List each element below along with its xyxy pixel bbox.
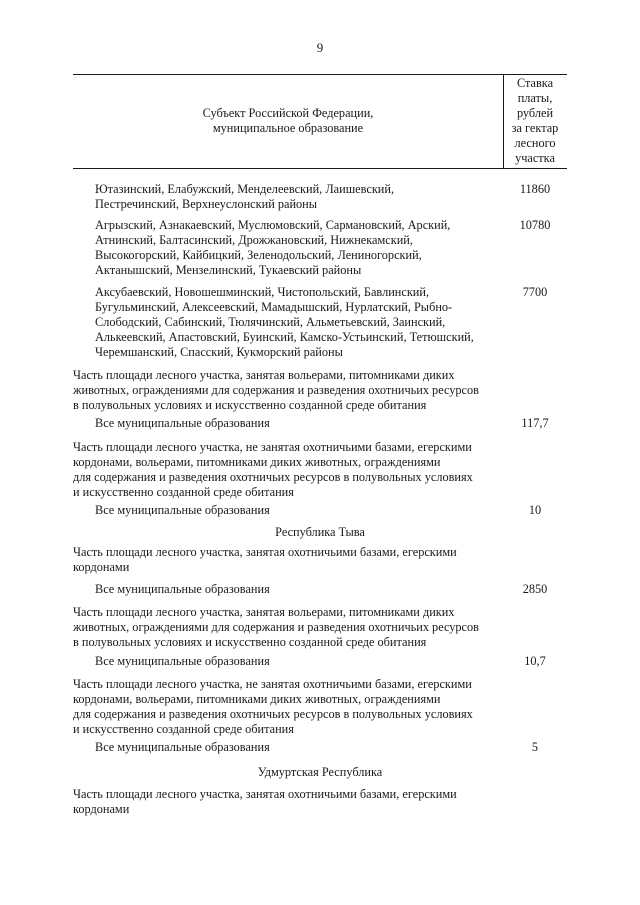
municipal-entity-line: Аксубаевский, Новошешминский, Чистопольский, Бавлинский, (95, 285, 430, 299)
subject-heading: Республика Тыва (275, 525, 365, 539)
category-description-line: кордонами (73, 560, 130, 574)
rate-value: 2850 (522, 582, 548, 596)
category-description (73, 677, 503, 737)
municipal-entity-line: Черемшанский, Спасский, Кукморский районы (95, 345, 343, 359)
column-header-rate-line: рублей (516, 106, 554, 120)
municipal-entity-line: Актанышский, Мензелинский, Тукаевский районы (95, 263, 362, 277)
category-description (73, 545, 503, 575)
category-description-line: животных, ограждениями для содержания и разведения охотничьих ресурсов (73, 620, 479, 634)
category-description (73, 605, 503, 650)
municipal-entity-line: Агрызский, Азнакаевский, Муслюмовский, Сармановский, Арский, (95, 218, 451, 232)
category-description-line: и искусственно созданной среде обитания (73, 485, 294, 499)
category-description (73, 368, 503, 413)
category-description-line: Часть площади лесного участка, занятая охотничьими базами, егерскими (73, 545, 457, 559)
municipal-entity-line: Пестречинский, Верхнеуслонский районы (95, 197, 318, 211)
municipal-entity-line: Бугульминский, Алексеевский, Мамадышский, Нурлатский, Рыбно- (95, 300, 453, 314)
rate-value: 11860 (519, 182, 551, 196)
municipal-entity-name (95, 416, 495, 431)
category-description (73, 440, 503, 500)
municipal-entity-name (95, 740, 495, 755)
column-header-rate-line: за гектар (511, 121, 559, 135)
municipal-entity-line: Атнинский, Балтасинский, Дрожжановский, Нижнекамский, (95, 233, 413, 247)
municipal-entity-line: Все муниципальные образования (95, 654, 270, 668)
municipal-entity-line: Алькеевский, Апастовский, Буинский, Камско-Устьинский, Тетюшский, (95, 330, 474, 344)
municipal-entity-name (95, 218, 495, 278)
category-description-line: для содержания и разведения охотничьих ресурсов в полувольных условиях (73, 707, 473, 721)
category-description-line: и искусственно созданной среде обитания (73, 722, 294, 736)
category-description-line: Часть площади лесного участка, занятая охотничьими базами, егерскими (73, 787, 457, 801)
municipal-entity-line: Все муниципальные образования (95, 582, 270, 596)
category-description-line: Часть площади лесного участка, занятая вольерами, питомниками диких (73, 605, 455, 619)
municipal-entity-line: Ютазинский, Елабужский, Менделеевский, Лаишевский, (95, 182, 395, 196)
category-description (73, 787, 503, 817)
column-header-rate-line: Ставка (516, 76, 554, 90)
column-header-subject-line: муниципальное образование (212, 121, 364, 135)
category-description-line: кордонами, вольерами, питомниками диких животных, ограждениями (73, 692, 441, 706)
municipal-entity-line: Слободский, Сабинский, Тюлячинский, Альметьевский, Заинский, (95, 315, 446, 329)
category-description-line: кордонами, вольерами, питомниками диких животных, ограждениями (73, 455, 441, 469)
municipal-entity-name (95, 654, 495, 669)
column-header-rate-line: участка (515, 151, 555, 165)
rate-value: 117,7 (521, 416, 549, 430)
municipal-entity-line: Все муниципальные образования (95, 416, 270, 430)
category-description-line: кордонами (73, 802, 130, 816)
municipal-entity-name (95, 582, 495, 597)
municipal-entity-line: Все муниципальные образования (95, 740, 270, 754)
rate-value: 10,7 (524, 654, 546, 668)
category-description-line: Часть площади лесного участка, не занятая охотничьими базами, егерскими (73, 440, 472, 454)
municipal-entity-name (95, 503, 495, 518)
municipal-entity-line: Все муниципальные образования (95, 503, 270, 517)
category-description-line: в полувольных условиях и искусственно созданной среде обитания (73, 635, 427, 649)
category-description-line: животных, ограждениями для содержания и разведения охотничьих ресурсов (73, 383, 479, 397)
municipal-entity-name (95, 285, 495, 360)
column-header-rate-line: платы, (517, 91, 553, 105)
page-number: 9 (316, 40, 324, 55)
category-description-line: Часть площади лесного участка, не занятая охотничьими базами, егерскими (73, 677, 472, 691)
rate-value: 10 (528, 503, 542, 517)
category-description-line: в полувольных условиях и искусственно созданной среде обитания (73, 398, 427, 412)
category-description-line: Часть площади лесного участка, занятая вольерами, питомниками диких (73, 368, 455, 382)
column-header-rate-line: лесного (514, 136, 556, 150)
municipal-entity-line: Высокогорский, Кайбицкий, Зеленодольский, Лениногорский, (95, 248, 422, 262)
rate-value: 10780 (519, 218, 551, 232)
rate-value: 7700 (522, 285, 548, 299)
category-description-line: для содержания и разведения охотничьих ресурсов в полувольных условиях (73, 470, 473, 484)
subject-heading: Удмуртская Республика (257, 765, 383, 779)
column-header-subject-line: Субъект Российской Федерации, (202, 106, 374, 120)
municipal-entity-name (95, 182, 495, 212)
rate-value: 5 (531, 740, 539, 754)
